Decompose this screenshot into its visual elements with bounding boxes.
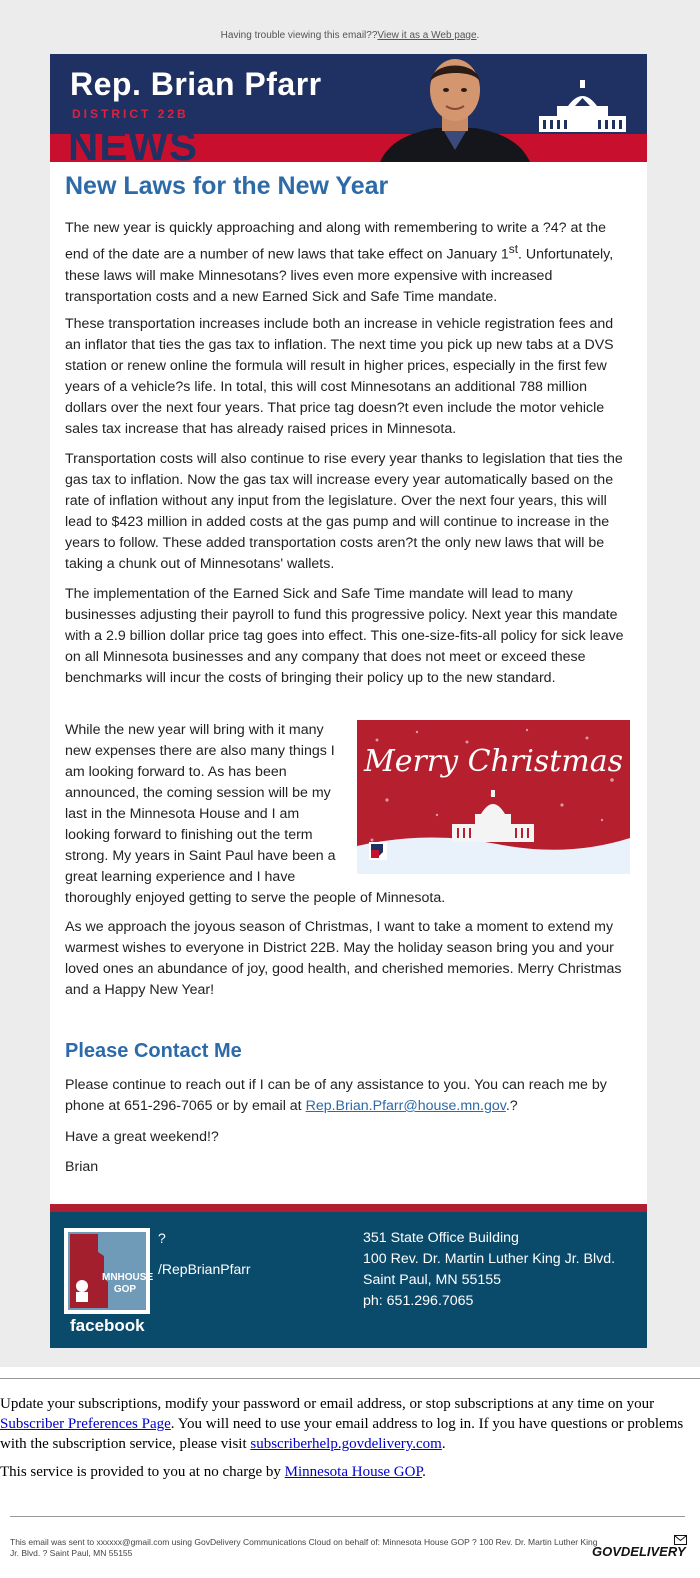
service-text: This service is provided to you at no charge by Minnesota House GOP. [0,1464,426,1480]
merry-christmas-image [357,720,630,874]
article-paragraph-text: While the new year will bring with it many new expenses there are also many things I am looking forward to. As has been announced, the coming session will be my last in the Minnesota House and I am looking forward to finishing out the term strong. My years in Saint Paul have been a great learning experience and I have thoroughly enjoyed getting to serve the people of Minnesota. [65,722,446,906]
article-paragraph: These transportation increases include both an increase in vehicle registration fees and an inflator that ties the gas tax to inflation. The next time you pick up new tabs at a DVS station or renew online the formula will result in higher prices, especially in the first few years of a vehicle?s life. In total, this will cost Minnesotans an additional 788 million dollars over the next four years. That price tag doesn?t even include the motor vehicle sales tax increase that has already raised prices in Minnesota. [65,316,614,437]
portrait-photo [380,54,530,162]
signoff: Brian [65,1159,99,1175]
subscriber-preferences-link[interactable]: Subscriber Preferences Page [0,1416,171,1432]
newsletter-card [50,54,647,1348]
header-banner [50,54,647,162]
article-title: New Laws for the New Year [65,172,389,200]
capitol-icon [535,76,630,136]
govdelivery-logo[interactable]: GOVDELIVERY [592,1544,686,1559]
logo-text: MNHOUSE GOP [102,1272,154,1295]
office-address: 351 State Office Building 100 Rev. Dr. Martin Luther King Jr. Blvd. Saint Paul, MN 55155 ph: 651.296.7065 [363,1230,616,1309]
email-link[interactable]: Rep.Brian.Pfarr@house.mn.gov [305,1098,506,1114]
contact-heading: Please Contact Me [65,1040,242,1062]
trouble-viewing-note: Having trouble viewing this email??View it as a Web page. [220,30,480,41]
view-web-page-link[interactable]: View it as a Web page [377,30,477,41]
weekend-greeting: Have a great weekend!? [65,1129,219,1145]
fine-print: This email was sent to xxxxxx@gmail.com using GovDelivery Communications Cloud on behalf of: Minnesota House GOP ? 100 Rev. Dr. Martin Luther King Jr. Blvd. ? Saint Paul, MN 55155 [10,1537,598,1558]
article-paragraph: As we approach the joyous season of Christmas, I want to take a moment to extend my warmest wishes to everyone in District 22B. May the holiday season bring you and your loved ones an abundance of joy, good health, and cherished memories. Merry Christmas and a Happy New Year! [65,919,622,998]
banner-news-word: NEWS [68,122,198,162]
subscription-text: Update your subscriptions, modify your password or email address, or stop subscriptions at any time on your Subscriber Preferences Page. You will need to use your email address to log in. If you have questions or problems with the subscription service, please visit subscriberhelp.govdelivery.com. [0,1396,684,1452]
banner-district: DISTRICT 22B [72,107,189,121]
article-paragraph: Transportation costs will also continue to rise every year thanks to legislation that ties the gas tax to inflation. Now the gas tax will increase every year automatically based on the rate of inflation without any input from the legislature. Over the next four years, this will lead to $423 million in added costs at the gas pump and will continue to increase in the years to follow. These added transportation costs aren?t the only new laws that will be taking a chunk out of Minnesotans' wallets. [65,451,623,572]
merry-christmas-text: Merry Christmas [363,744,624,779]
facebook-handle[interactable]: /RepBrianPfarr [158,1261,251,1277]
facebook-question-mark: ? [158,1230,166,1246]
footer [50,1212,647,1348]
divider [0,1378,700,1379]
contact-paragraph: Please continue to reach out if I can be of any assistance to you. You can reach me by phone at 651-296-7065 or by email at Rep.Brian.Pfarr@house.mn.gov.? [65,1077,607,1114]
facebook-label[interactable]: facebook [70,1316,145,1335]
footer-red-bar [50,1204,647,1212]
mnhouse-gop-logo[interactable] [64,1228,154,1314]
divider [10,1516,685,1517]
minnesota-house-gop-link[interactable]: Minnesota House GOP [284,1464,423,1480]
article-paragraph-with-image [65,720,630,909]
article-content [65,172,630,1175]
article-paragraph: The implementation of the Earned Sick and Safe Time mandate will lead to many businesses adjusting their payroll to fund this progressive policy. Next year this mandate with a 2.9 billion dollar price tag goes into effect. This one-size-fits-all policy for sick leave on all Minnesota businesses and any company that does not meet or exceed these benchmarks will incur the costs of bringing their policy up to the new standard. [65,586,624,686]
subscriber-help-link[interactable]: subscriberhelp.govdelivery.com [250,1436,442,1452]
banner-rep-name: Rep. Brian Pfarr [70,66,322,102]
article-paragraph: The new year is quickly approaching and along with remembering to write a ?4? at the end of the date are a number of new laws that take effect on January 1st. Unfortunately, these laws will make Minnesotans? lives even more expensive with increased transportation costs and a new Earned Sick and Safe Time mandate. [65,220,614,305]
